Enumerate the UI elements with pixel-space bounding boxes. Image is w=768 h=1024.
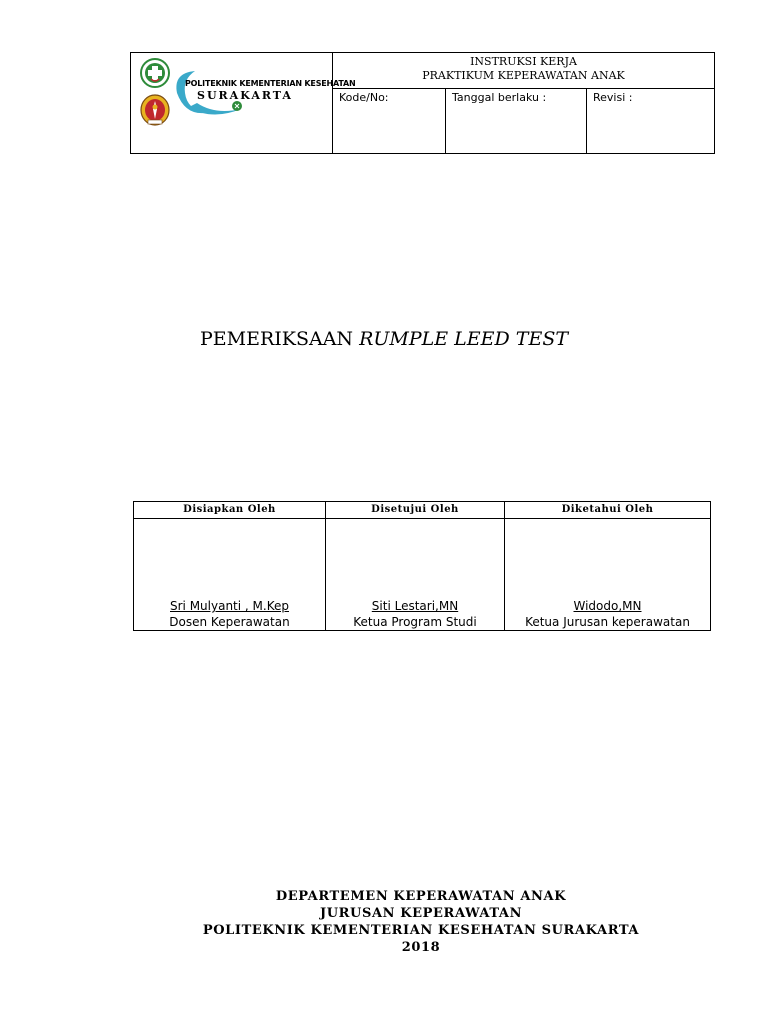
logo-institution-name: POLITEKNIK KEMENTERIAN KESEHATAN (185, 79, 356, 88)
document-title-regular: PEMERIKSAAN (199, 328, 360, 350)
logo-cell (131, 53, 356, 153)
kemenkes-emblem-icon (139, 57, 171, 89)
kode-label: Kode/No: (339, 91, 389, 104)
approval-column-approved (326, 502, 505, 630)
institution-logo (137, 57, 356, 129)
approval-column-prepared (134, 502, 326, 630)
document-header-table (130, 52, 715, 154)
kode-cell (333, 89, 446, 153)
footer-jurusan: JURUSAN KEPERAWATAN (319, 906, 523, 921)
logo-city-name: SURAKARTA (197, 89, 293, 102)
tanggal-cell (446, 89, 587, 153)
header-title-line2: PRAKTIKUM KEPERAWATAN ANAK (422, 69, 625, 82)
signatory-role: Ketua Jurusan keperawatan (525, 615, 690, 629)
signatory-name: Widodo,MN (573, 599, 642, 613)
header-title-line1: INSTRUKSI KERJA (470, 55, 577, 68)
poltekkes-emblem-icon (139, 93, 171, 127)
revisi-cell (587, 89, 714, 153)
approval-table (133, 501, 711, 631)
header-title-cell (333, 53, 714, 89)
tanggal-label: Tanggal berlaku : (452, 91, 547, 104)
footer-department: DEPARTEMEN KEPERAWATAN ANAK (275, 889, 567, 904)
footer-year: 2018 (401, 940, 441, 955)
approval-column-acknowledged (505, 502, 710, 630)
document-footer (0, 888, 768, 956)
approval-heading: Disiapkan Oleh (134, 502, 325, 519)
document-title-italic: RUMPLE LEED TEST (359, 328, 569, 350)
signatory-role: Dosen Keperawatan (169, 615, 290, 629)
signatory-name: Sri Mulyanti , M.Kep (170, 599, 289, 613)
approval-heading: Diketahui Oleh (505, 502, 710, 519)
approval-heading: Disetujui Oleh (326, 502, 504, 519)
revisi-label: Revisi : (593, 91, 633, 104)
document-title (0, 328, 768, 350)
signatory-name: Siti Lestari,MN (371, 599, 459, 613)
footer-institution: POLITEKNIK KEMENTERIAN KESEHATAN SURAKARTA (202, 923, 640, 938)
signatory-role: Ketua Program Studi (353, 615, 477, 629)
